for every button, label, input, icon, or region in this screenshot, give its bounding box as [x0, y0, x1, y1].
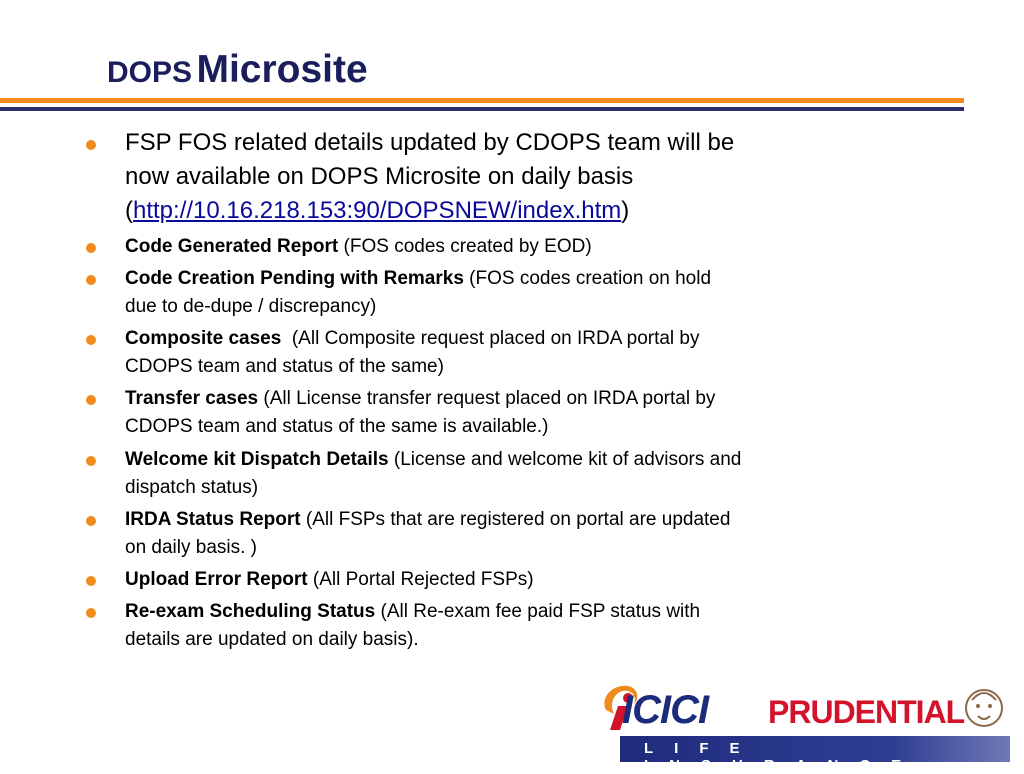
logo-tagline-bar	[620, 736, 1010, 774]
item-title: Welcome kit Dispatch Details	[125, 449, 389, 470]
bullet-dot	[86, 576, 96, 586]
intro-line-2: now available on DOPS Microsite on daily basis	[125, 163, 634, 190]
bullet-dot	[86, 516, 96, 526]
item-desc: (All Re-exam fee paid FSP status with	[375, 601, 701, 622]
item-title: Upload Error Report	[125, 569, 308, 590]
item-desc-cont: on daily basis. )	[125, 537, 258, 558]
intro-line-3: (http://10.16.218.153:90/DOPSNEW/index.htm)	[125, 197, 630, 224]
icici-prudential-logo	[598, 680, 1008, 774]
dops-link[interactable]: http://10.16.218.153:90/DOPSNEW/index.htm	[133, 197, 622, 224]
bullet-dot	[86, 140, 96, 150]
item-desc-cont: CDOPS team and status of the same is available.)	[125, 416, 549, 437]
bullet-dot	[86, 275, 96, 285]
lion-mascot-icon	[960, 682, 1008, 734]
item-title: Code Creation Pending with Remarks	[125, 268, 464, 289]
item-title: IRDA Status Report	[125, 509, 301, 530]
logo-tagline: LIFE INSURANCE	[644, 740, 923, 774]
item-title: Re-exam Scheduling Status	[125, 601, 376, 622]
bullet-dot	[86, 608, 96, 618]
bullet-dot	[86, 456, 96, 466]
logo-word-icici: ICICI	[622, 688, 709, 732]
title-main: Microsite	[196, 48, 368, 91]
item-desc: (All License transfer request placed on IRDA portal by	[258, 388, 716, 409]
logo-word-prudential: PRUDENTIAL	[768, 694, 965, 730]
bullet-dot	[86, 243, 96, 253]
bullet-dot	[86, 395, 96, 405]
item-desc: (All FSPs that are registered on portal are updated	[300, 509, 731, 530]
item-desc: (FOS codes created by EOD)	[338, 236, 592, 257]
title-prefix: DOPS	[107, 56, 193, 89]
item-desc: (All Composite request placed on IRDA portal by	[281, 328, 700, 349]
item-desc: (License and welcome kit of advisors and	[388, 449, 742, 470]
item-desc-cont: details are updated on daily basis).	[125, 629, 419, 650]
item-title: Composite cases	[125, 328, 282, 349]
item-desc-cont: due to de-dupe / discrepancy)	[125, 296, 377, 317]
item-desc: (FOS codes creation on hold	[463, 268, 712, 289]
item-title: Transfer cases	[125, 388, 259, 409]
item-desc: (All Portal Rejected FSPs)	[307, 569, 534, 590]
item-title: Code Generated Report	[125, 236, 339, 257]
item-desc-cont: dispatch status)	[125, 477, 259, 498]
bullet-dot	[86, 335, 96, 345]
intro-line-1: FSP FOS related details updated by CDOPS team will be	[125, 129, 735, 156]
item-desc-cont: CDOPS team and status of the same)	[125, 356, 444, 377]
